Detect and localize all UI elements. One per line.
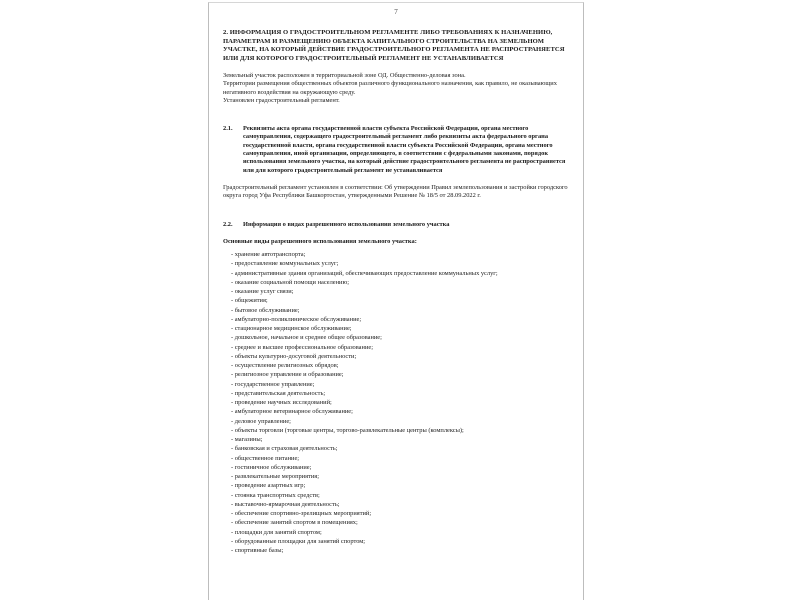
- list-item: - государственное управление;: [231, 380, 315, 388]
- list-item: - стационарное медицинское обслуживание;: [231, 325, 352, 333]
- document-page: [208, 2, 584, 600]
- list-item: - оказание услуг связи;: [231, 288, 294, 296]
- section-2-2-number: 2.2.: [223, 220, 233, 228]
- list-item: - объекты торговли (торговые центры, торгово-развлекательные центры (комплексы);: [231, 426, 464, 434]
- zone-paragraph-2: Территории размещения общественных объектов различного функционального назначения, как правило, не оказывающих негативного воздействия на окружающую среду.: [223, 80, 557, 96]
- list-item: - обеспечение спортивно-зрелищных мероприятий;: [231, 510, 372, 518]
- section-2-heading: 2. ИНФОРМАЦИЯ О ГРАДОСТРОИТЕЛЬНОМ РЕГЛАМЕНТЕ ЛИБО ТРЕБОВАНИЯХ К НАЗНАЧЕНИЮ, ПАРАМЕТРАМ И РАЗМЕЩЕНИЮ ОБЪЕКТА КАПИТАЛЬНОГО СТРОИТЕЛЬСТВА НА ЗЕМЕЛЬНОМ УЧАСТКЕ, НА КОТОРЫЙ ДЕЙСТВИЕ ГРАДОСТРОИТЕЛЬНОГО РЕГЛАМЕНТА НЕ РАСПРОСТРАНЯЕТСЯ ИЛИ ДЛЯ КОТОРОГО ГРАДОСТРОИТЕЛЬНЫЙ РЕГЛАМЕНТ НЕ УСТАНАВЛИВАЕТСЯ: [223, 29, 565, 62]
- section-2-1-heading: [223, 125, 569, 175]
- list-item: - гостиничное обслуживание;: [231, 463, 312, 471]
- list-item: - выставочно-ярмарочная деятельность;: [231, 500, 340, 508]
- list-item: - представительская деятельность;: [231, 389, 326, 397]
- list-item: - стоянка транспортных средств;: [231, 491, 320, 499]
- list-item: - осуществление религиозных обрядов;: [231, 362, 339, 370]
- list-item: - дошкольное, начальное и среднее общее образование;: [231, 334, 382, 342]
- main-uses-list: [223, 250, 569, 555]
- list-item: - оборудованные площадки для занятий спортом;: [231, 537, 366, 545]
- list-item: - проведение азартных игр;: [231, 482, 306, 490]
- section-2-1-text: Градостроительный регламент установлен в соответствии: Об утверждении Правил землепользования и застройки городского округа город Уфа Республики Башкортостан, утвержденными Решение № 18/5 от 28.09.2022 г.: [223, 183, 568, 200]
- list-item: - банковская и страховая деятельность;: [231, 445, 338, 453]
- list-item: - общественное питание;: [231, 454, 300, 462]
- section-2-2-title: Информация о видах разрешенного использования земельного участка: [243, 220, 450, 228]
- list-item: - хранение автотранспорта;: [231, 251, 306, 259]
- main-uses-heading: Основные виды разрешенного использования земельного участка:: [223, 237, 417, 245]
- page-content: [223, 29, 569, 555]
- list-item: - общежития;: [231, 297, 268, 305]
- section-2-1-title: Реквизиты акта органа государственной власти субъекта Российской Федерации, органа местного самоуправления, содержащего градостроительный регламент либо реквизиты акта федерального органа государственной власти, органа государственной власти субъекта Российской Федерации, органа местного самоуправления, иной организации, определяющего, в соответствии с федеральными законами, порядок использования земельного участка, на который действие градостроительного регламента не распространяется или для которого градостроительный регламент не устанавливается: [243, 125, 566, 174]
- section-2-1-body: [223, 184, 569, 201]
- zone-paragraph-1: Земельный участок расположен в территориальной зоне ОД. Общественно-деловая зона.: [223, 72, 466, 79]
- list-item: - бытовое обслуживание;: [231, 306, 300, 314]
- list-item: - обеспечение занятий спортом в помещениях;: [231, 519, 358, 527]
- list-item: - проведение научных исследований;: [231, 399, 332, 407]
- zone-info: [223, 72, 569, 105]
- list-item: - площадки для занятий спортом;: [231, 528, 322, 536]
- section-2-1-number: 2.1.: [223, 125, 233, 133]
- list-item: - деловое управление;: [231, 417, 291, 425]
- page-number: 7: [394, 8, 398, 16]
- list-item: - спортивные базы;: [231, 547, 284, 555]
- list-item: - магазины;: [231, 436, 263, 444]
- list-item: - предоставление коммунальных услуг;: [231, 260, 339, 268]
- zone-paragraph-3: Установлен градостроительный регламент.: [223, 96, 340, 104]
- list-item: - религиозное управление и образование;: [231, 371, 344, 379]
- list-item: - развлекательные мероприятия;: [231, 473, 319, 481]
- section-2-2-heading: [223, 221, 569, 229]
- list-item: - административные здания организаций, обеспечивающих предоставление коммунальных услуг;: [231, 269, 498, 277]
- list-item: - оказание социальной помощи населению;: [231, 278, 349, 286]
- list-item: - амбулаторно-поликлиническое обслуживание;: [231, 315, 362, 323]
- list-item: - объекты культурно-досуговой деятельности;: [231, 352, 357, 360]
- list-item: - среднее и высшее профессиональное образование;: [231, 343, 373, 351]
- list-item: - амбулаторное ветеринарное обслуживание;: [231, 408, 353, 416]
